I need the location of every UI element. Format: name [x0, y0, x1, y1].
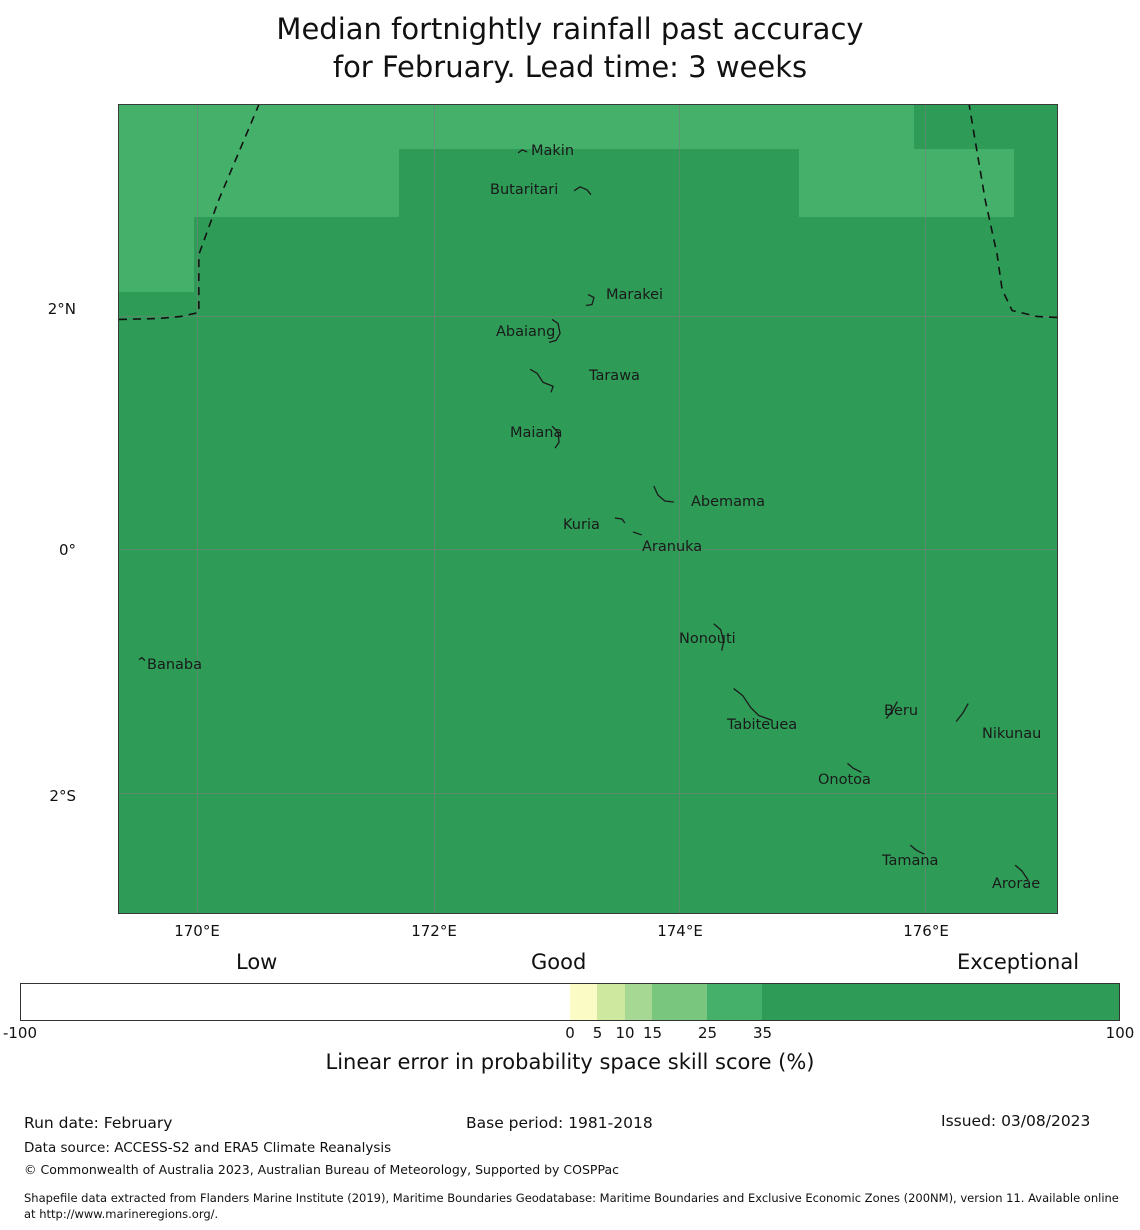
island-label: Nonouti [679, 631, 736, 647]
axis-label-lon-176e: 176°E [903, 922, 949, 940]
island-label: Kuria [563, 517, 600, 533]
colorbar-segment [652, 984, 707, 1020]
eez-boundary-icon [119, 105, 1057, 913]
title-line-1: Median fortnightly rainfall past accuracy [276, 12, 864, 46]
footer-base-period: Base period: 1981-2018 [466, 1114, 653, 1132]
island-label: Makin [531, 143, 575, 159]
map-canvas [118, 104, 1058, 914]
island-label: Butaritari [490, 182, 559, 198]
colorbar-tick: -100 [2, 1024, 38, 1042]
footer-run-date: Run date: February [24, 1114, 173, 1132]
colorbar-caption-low: Low [236, 950, 278, 974]
axis-label-lat-2s: 2°S [49, 787, 76, 805]
island-label: Tamana [882, 853, 939, 869]
colorbar-tick: 10 [615, 1024, 635, 1042]
colorbar-axis-title: Linear error in probability space skill score (%) [325, 1050, 815, 1074]
island-label: Tarawa [589, 368, 640, 384]
colorbar-tick: 35 [752, 1024, 773, 1042]
colorbar [20, 983, 1120, 1021]
colorbar-tick: 5 [592, 1024, 603, 1042]
axis-label-lon-170e: 170°E [174, 922, 220, 940]
island-label: Tabiteuea [727, 717, 798, 733]
colorbar-tick: 100 [1105, 1024, 1135, 1042]
colorbar-caption-exceptional: Exceptional [957, 950, 1080, 974]
island-label: Banaba [147, 657, 202, 673]
colorbar-segment [570, 984, 597, 1020]
island-label: Arorae [992, 876, 1041, 892]
colorbar-caption-good: Good [531, 950, 587, 974]
title-line-2: for February. Lead time: 3 weeks [332, 50, 808, 84]
footer-copyright: © Commonwealth of Australia 2023, Australian Bureau of Meteorology, Supported by COSPPac [24, 1162, 619, 1177]
colorbar-tick: 0 [565, 1024, 575, 1042]
island-label: Abaiang [496, 324, 556, 340]
island-label: Maiana [510, 425, 563, 441]
footer-issued-date: Issued: 03/08/2023 [941, 1112, 1091, 1130]
island-label: Aranuka [642, 539, 703, 555]
colorbar-tick: 15 [642, 1024, 663, 1042]
island-label: Abemama [691, 494, 766, 510]
footer-shapefile-note: Shapefile data extracted from Flanders Marine Institute (2019), Maritime Boundaries Geodatabase: Maritime Boundaries and Exclusive Economic Zones (200NM), version 11. Available online at http://www.marineregions.org/. [24, 1191, 1119, 1221]
colorbar-segment [21, 984, 570, 1020]
axis-label-lat-2n: 2°N [47, 300, 76, 318]
island-label: Marakei [606, 287, 664, 303]
colorbar-segment [597, 984, 624, 1020]
axis-label-lon-172e: 172°E [411, 922, 457, 940]
colorbar-tick: 25 [697, 1024, 718, 1042]
axis-label-lat-0: 0° [58, 541, 76, 559]
colorbar-segment [625, 984, 652, 1020]
island-label: Nikunau [982, 726, 1042, 742]
footer-data-source: Data source: ACCESS-S2 and ERA5 Climate Reanalysis [24, 1140, 392, 1156]
page-title [0, 10, 1140, 86]
colorbar-segment [762, 984, 1119, 1020]
island-label: Beru [884, 703, 919, 719]
axis-label-lon-174e: 174°E [657, 922, 703, 940]
island-label: Onotoa [818, 772, 871, 788]
colorbar-segment [707, 984, 762, 1020]
